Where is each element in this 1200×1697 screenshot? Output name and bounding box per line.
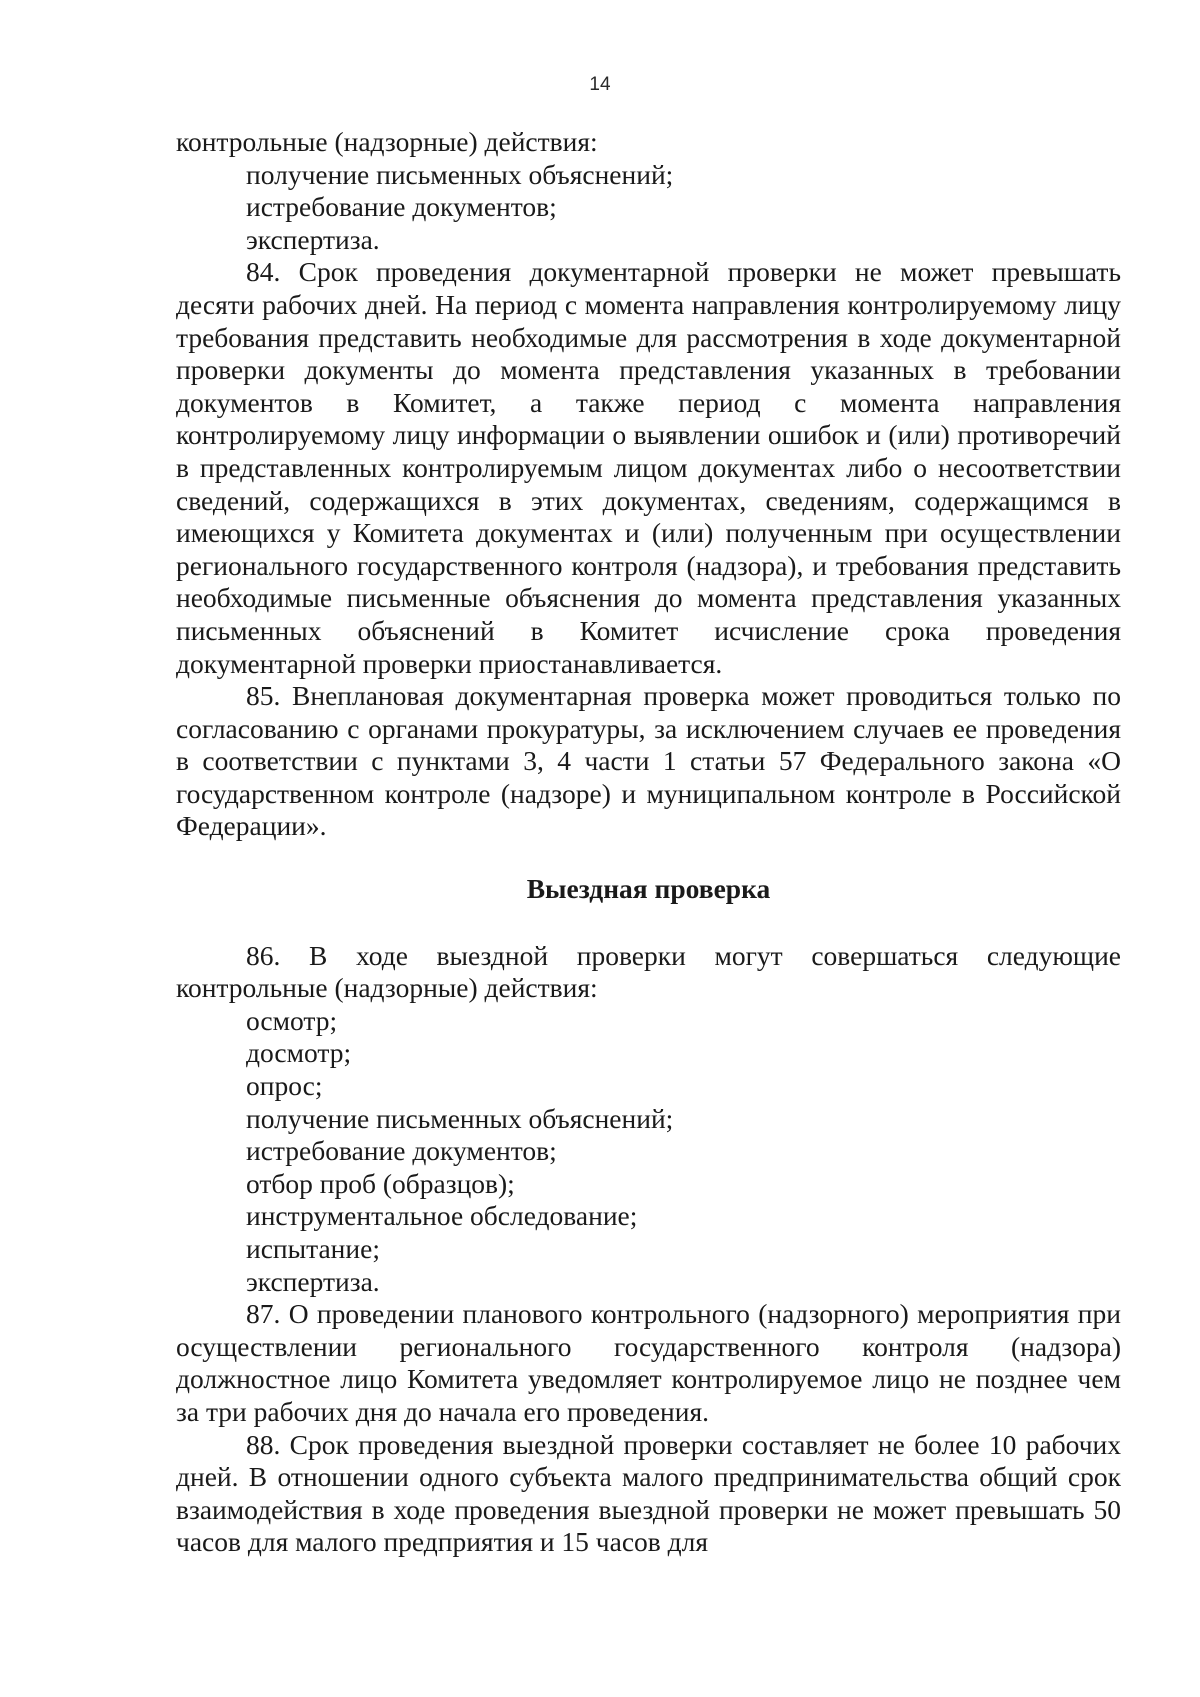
page-number: 14	[589, 74, 611, 95]
page-body	[176, 126, 1121, 1559]
paragraph-85: 85. Внеплановая документарная проверка может проводиться только по согласованию с органами прокуратуры, за исключением случаев ее проведения в соответствии с пунктами 3, 4 части 1 статьи 57 Федерального закона «О государственном контроле (надзоре) и муниципальном контроле в Российской Федерации».	[176, 680, 1121, 842]
list-item: истребование документов;	[246, 191, 557, 223]
paragraph-88: 88. Срок проведения выездной проверки составляет не более 10 рабочих дней. В отношении одного субъекта малого предпринимательства общий срок взаимодействия в ходе проведения выездной проверки не может превышать 50 часов для малого предприятия и 15 часов для	[176, 1428, 1121, 1558]
list-item: опрос;	[246, 1070, 323, 1102]
paragraph-86: 86. В ходе выездной проверки могут совершаться следующие контрольные (надзорные) действия:	[176, 939, 1121, 1004]
list-item: истребование документов;	[246, 1135, 557, 1167]
list-item: получение письменных объяснений;	[246, 1102, 674, 1134]
list-item: экспертиза.	[246, 223, 380, 255]
paragraph-84: 84. Срок проведения документарной проверки не может превышать десяти рабочих дней. На период с момента направления контролируемому лицу требования представить необходимые для рассмотрения в ходе документарной проверки документы до момента представления указанных в требовании документов в Комитет, а также период с момента направления контролируемому лицу информации о выявлении ошибок и (или) противоречий в представленных контролируемым лицом документах либо о несоответствии сведений, содержащихся в этих документах, сведениям, содержащимся в имеющихся у Комитета документах и (или) полученным при осуществлении регионального государственного контроля (надзора), и требования представить необходимые письменные объяснения до момента представления указанных письменных объяснений в Комитет исчисление срока проведения документарной проверки приостанавливается.	[176, 256, 1121, 679]
list-item: осмотр;	[246, 1004, 338, 1036]
list-item: отбор проб (образцов);	[246, 1167, 515, 1199]
list-item: получение письменных объяснений;	[246, 158, 674, 190]
list-item: инструментальное обследование;	[246, 1200, 638, 1232]
paragraph-87: 87. О проведении планового контрольного (надзорного) мероприятия при осуществлении регионального государственного контроля (надзора) должностное лицо Комитета уведомляет контролируемое лицо не позднее чем за три рабочих дня до начала его проведения.	[176, 1298, 1121, 1427]
list-item: экспертиза.	[246, 1265, 380, 1297]
section-heading: Выездная проверка	[526, 873, 771, 905]
list-item: досмотр;	[246, 1037, 352, 1069]
continuation-line: контрольные (надзорные) действия:	[176, 126, 598, 157]
list-item: испытание;	[246, 1233, 380, 1264]
